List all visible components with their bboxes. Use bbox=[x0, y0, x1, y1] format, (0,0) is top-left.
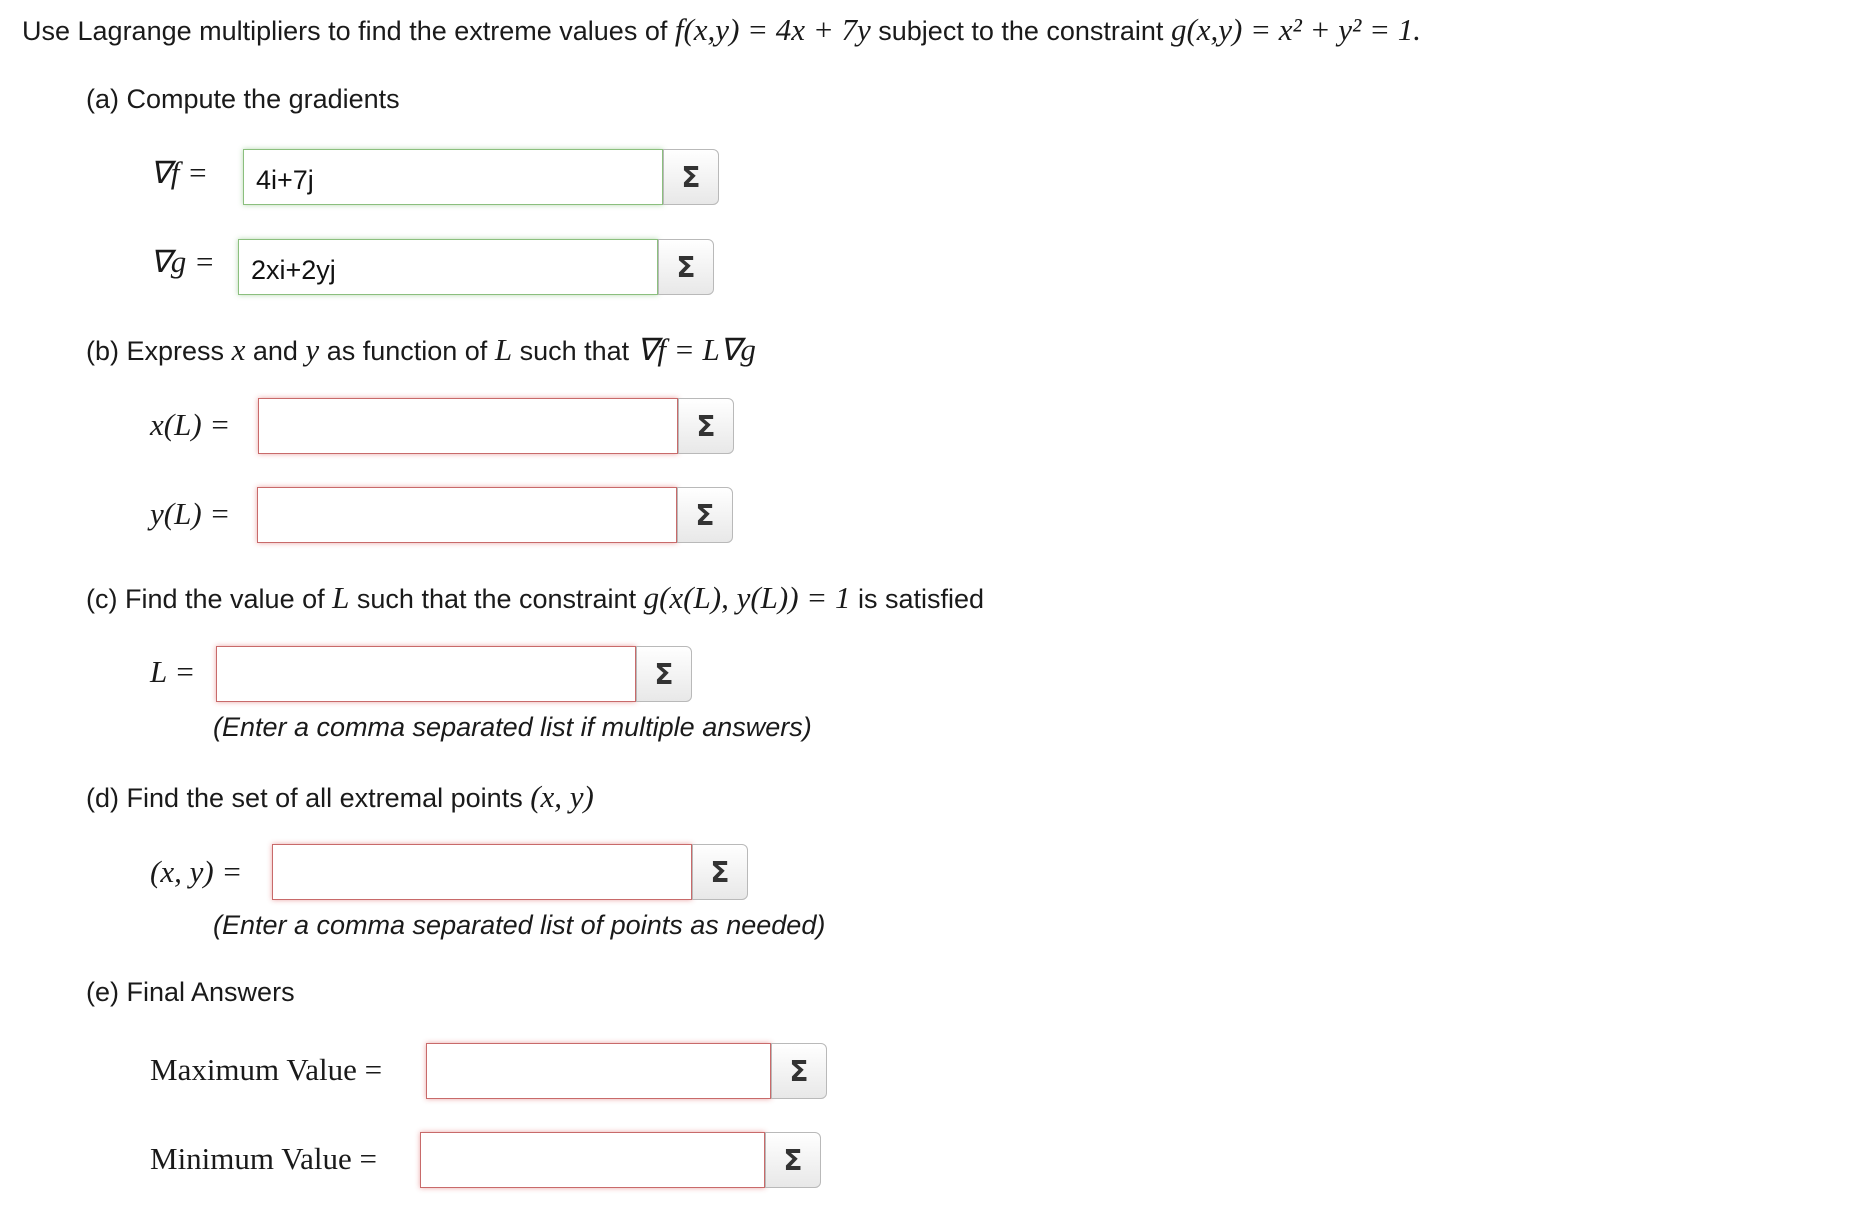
point-label: (x, y) = bbox=[150, 854, 243, 889]
part-d-heading: (d) Find the set of all extremal points (x, y) bbox=[86, 779, 594, 814]
max-value-input[interactable] bbox=[426, 1043, 771, 1099]
L-label: L = bbox=[150, 654, 196, 689]
objective-function: f(x,y) = 4x + 7y bbox=[674, 12, 871, 47]
min-value-sigma-button[interactable]: Σ bbox=[765, 1132, 821, 1188]
part-b-heading: (b) Express x and y as function of L such that ∇f = L∇g bbox=[86, 332, 756, 367]
problem-mid-text: subject to the constraint bbox=[878, 16, 1164, 46]
grad-g-input[interactable]: 2xi+2yj bbox=[238, 239, 658, 295]
grad-f-sigma-button[interactable]: Σ bbox=[663, 149, 719, 205]
L-input[interactable] bbox=[216, 646, 636, 702]
max-value-sigma-button[interactable]: Σ bbox=[771, 1043, 827, 1099]
part-e-heading: (e) Final Answers bbox=[86, 977, 295, 1007]
grad-g-label: ∇g = bbox=[150, 244, 215, 279]
point-hint: (Enter a comma separated list of points as needed) bbox=[213, 910, 826, 940]
min-value-input[interactable] bbox=[420, 1132, 765, 1188]
L-hint: (Enter a comma separated list if multiple answers) bbox=[213, 712, 812, 742]
constraint-expression: g(x,y) = x² + y² = 1. bbox=[1170, 12, 1421, 47]
point-sigma-button[interactable]: Σ bbox=[692, 844, 748, 900]
problem-intro: Use Lagrange multipliers to find the extreme values of bbox=[22, 16, 668, 46]
y-of-L-label: y(L) = bbox=[150, 496, 231, 531]
grad-f-label: ∇f = bbox=[150, 155, 209, 190]
y-of-L-sigma-button[interactable]: Σ bbox=[677, 487, 733, 543]
grad-f-input[interactable]: 4i+7j bbox=[243, 149, 663, 205]
part-a-heading: (a) Compute the gradients bbox=[86, 84, 400, 114]
min-value-label: Minimum Value = bbox=[150, 1141, 378, 1176]
max-value-label: Maximum Value = bbox=[150, 1052, 383, 1087]
x-of-L-sigma-button[interactable]: Σ bbox=[678, 398, 734, 454]
grad-g-sigma-button[interactable]: Σ bbox=[658, 239, 714, 295]
y-of-L-input[interactable] bbox=[257, 487, 677, 543]
x-of-L-label: x(L) = bbox=[150, 407, 231, 442]
point-input[interactable] bbox=[272, 844, 692, 900]
x-of-L-input[interactable] bbox=[258, 398, 678, 454]
problem-statement bbox=[22, 14, 1421, 45]
part-c-heading: (c) Find the value of L such that the constraint g(x(L), y(L)) = 1 is satisfied bbox=[86, 580, 985, 615]
L-sigma-button[interactable]: Σ bbox=[636, 646, 692, 702]
